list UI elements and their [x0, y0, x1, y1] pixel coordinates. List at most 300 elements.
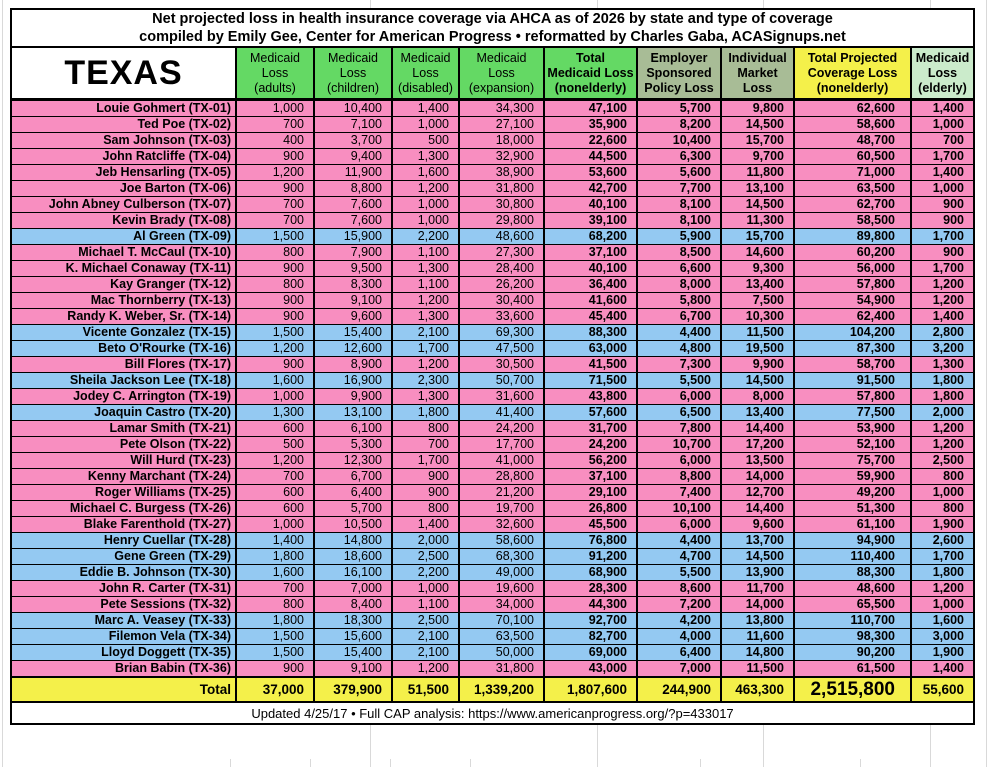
value-cell-individual-market: 13,800 [721, 613, 794, 629]
value-cell-individual-market: 13,700 [721, 533, 794, 549]
value-cell-total-medicaid: 68,900 [544, 565, 637, 581]
value-cell-medicaid-children: 9,600 [314, 309, 392, 325]
value-cell-total-projected: 62,400 [794, 309, 911, 325]
value-cell-individual-market: 11,500 [721, 325, 794, 341]
value-cell-total-medicaid: 31,700 [544, 421, 637, 437]
value-cell-medicaid-adults: 1,600 [236, 373, 314, 389]
value-cell-total-medicaid: 53,600 [544, 165, 637, 181]
value-cell-total-projected: 57,800 [794, 389, 911, 405]
sheet-gridline [390, 759, 391, 767]
value-cell-medicaid-elderly: 900 [911, 197, 973, 213]
value-cell-medicaid-children: 9,100 [314, 661, 392, 678]
value-cell-medicaid-elderly: 1,200 [911, 277, 973, 293]
value-cell-total-projected: 90,200 [794, 645, 911, 661]
table-row [12, 517, 973, 533]
value-cell-individual-market: 17,200 [721, 437, 794, 453]
table-row [12, 405, 973, 421]
value-cell-medicaid-elderly: 1,400 [911, 165, 973, 181]
value-cell-medicaid-disabled: 1,000 [392, 581, 459, 597]
total-value-individual-market: 463,300 [721, 677, 794, 701]
value-cell-medicaid-expansion: 30,500 [459, 357, 544, 373]
value-cell-total-projected: 88,300 [794, 565, 911, 581]
value-cell-total-projected: 56,000 [794, 261, 911, 277]
column-header-total-projected: Total Projected Coverage Loss (nonelderly) [794, 48, 911, 100]
value-cell-medicaid-adults: 1,200 [236, 165, 314, 181]
value-cell-medicaid-expansion: 28,800 [459, 469, 544, 485]
value-cell-individual-market: 8,000 [721, 389, 794, 405]
value-cell-total-projected: 63,500 [794, 181, 911, 197]
value-cell-employer-policy: 8,000 [637, 277, 721, 293]
title-line-2: compiled by Emily Gee, Center for American Progress • reformatted by Charles Gaba, ACASignups.net [139, 29, 846, 45]
value-cell-total-projected: 53,900 [794, 421, 911, 437]
value-cell-total-projected: 54,900 [794, 293, 911, 309]
value-cell-medicaid-disabled: 1,000 [392, 117, 459, 133]
value-cell-medicaid-disabled: 2,500 [392, 549, 459, 565]
value-cell-medicaid-disabled: 2,200 [392, 565, 459, 581]
table-row [12, 213, 973, 229]
state-name: TEXAS [12, 48, 236, 100]
value-cell-medicaid-elderly: 900 [911, 213, 973, 229]
value-cell-individual-market: 9,900 [721, 357, 794, 373]
value-cell-employer-policy: 7,800 [637, 421, 721, 437]
value-cell-employer-policy: 6,400 [637, 645, 721, 661]
value-cell-medicaid-expansion: 17,700 [459, 437, 544, 453]
rep-name-cell: Michael C. Burgess (TX-26) [12, 501, 236, 517]
value-cell-medicaid-children: 7,900 [314, 245, 392, 261]
value-cell-medicaid-disabled: 1,000 [392, 197, 459, 213]
value-cell-medicaid-expansion: 32,600 [459, 517, 544, 533]
value-cell-employer-policy: 6,600 [637, 261, 721, 277]
value-cell-medicaid-adults: 1,000 [236, 517, 314, 533]
value-cell-total-projected: 60,500 [794, 149, 911, 165]
value-cell-medicaid-adults: 900 [236, 661, 314, 678]
value-cell-medicaid-children: 9,500 [314, 261, 392, 277]
table-row [12, 149, 973, 165]
table-row [12, 133, 973, 149]
value-cell-medicaid-children: 13,100 [314, 405, 392, 421]
value-cell-medicaid-adults: 900 [236, 309, 314, 325]
rep-name-cell: Marc A. Veasey (TX-33) [12, 613, 236, 629]
value-cell-employer-policy: 5,600 [637, 165, 721, 181]
value-cell-individual-market: 14,000 [721, 469, 794, 485]
rep-name-cell: Filemon Vela (TX-34) [12, 629, 236, 645]
value-cell-medicaid-children: 8,900 [314, 357, 392, 373]
value-cell-medicaid-adults: 600 [236, 421, 314, 437]
table-row [12, 501, 973, 517]
value-cell-medicaid-expansion: 41,000 [459, 453, 544, 469]
value-cell-medicaid-adults: 1,200 [236, 453, 314, 469]
value-cell-medicaid-elderly: 1,000 [911, 181, 973, 197]
value-cell-total-medicaid: 24,200 [544, 437, 637, 453]
column-header-medicaid-adults: Medicaid Loss (adults) [236, 48, 314, 100]
table-row [12, 229, 973, 245]
value-cell-medicaid-adults: 400 [236, 133, 314, 149]
rep-name-cell: Vicente Gonzalez (TX-15) [12, 325, 236, 341]
value-cell-medicaid-disabled: 1,600 [392, 165, 459, 181]
rep-name-cell: Mac Thornberry (TX-13) [12, 293, 236, 309]
sheet-gridline [310, 759, 311, 767]
sheet-gridline [860, 759, 861, 767]
value-cell-medicaid-disabled: 2,100 [392, 645, 459, 661]
value-cell-medicaid-expansion: 69,300 [459, 325, 544, 341]
value-cell-total-medicaid: 68,200 [544, 229, 637, 245]
value-cell-employer-policy: 4,400 [637, 533, 721, 549]
value-cell-medicaid-expansion: 19,700 [459, 501, 544, 517]
value-cell-medicaid-adults: 600 [236, 485, 314, 501]
value-cell-medicaid-elderly: 1,000 [911, 597, 973, 613]
value-cell-medicaid-elderly: 1,900 [911, 645, 973, 661]
value-cell-individual-market: 11,300 [721, 213, 794, 229]
value-cell-total-projected: 61,500 [794, 661, 911, 678]
value-cell-medicaid-disabled: 1,300 [392, 309, 459, 325]
value-cell-medicaid-expansion: 29,800 [459, 213, 544, 229]
sheet-gridline [700, 759, 701, 767]
value-cell-employer-policy: 10,700 [637, 437, 721, 453]
value-cell-medicaid-adults: 700 [236, 213, 314, 229]
rep-name-cell: John R. Carter (TX-31) [12, 581, 236, 597]
value-cell-total-medicaid: 88,300 [544, 325, 637, 341]
value-cell-total-medicaid: 39,100 [544, 213, 637, 229]
value-cell-medicaid-adults: 1,800 [236, 613, 314, 629]
table-row [12, 565, 973, 581]
value-cell-medicaid-adults: 1,500 [236, 325, 314, 341]
value-cell-individual-market: 9,700 [721, 149, 794, 165]
table-row [12, 261, 973, 277]
value-cell-medicaid-expansion: 30,400 [459, 293, 544, 309]
value-cell-medicaid-adults: 1,400 [236, 533, 314, 549]
rep-name-cell: Gene Green (TX-29) [12, 549, 236, 565]
value-cell-total-medicaid: 28,300 [544, 581, 637, 597]
table-row [12, 277, 973, 293]
value-cell-total-medicaid: 57,600 [544, 405, 637, 421]
rep-name-cell: Joe Barton (TX-06) [12, 181, 236, 197]
value-cell-total-medicaid: 35,900 [544, 117, 637, 133]
value-cell-employer-policy: 8,500 [637, 245, 721, 261]
value-cell-total-medicaid: 26,800 [544, 501, 637, 517]
value-cell-individual-market: 11,500 [721, 661, 794, 678]
value-cell-total-projected: 87,300 [794, 341, 911, 357]
table-row [12, 325, 973, 341]
value-cell-individual-market: 14,500 [721, 197, 794, 213]
table-row [12, 485, 973, 501]
rep-name-cell: Kevin Brady (TX-08) [12, 213, 236, 229]
table-row [12, 309, 973, 325]
value-cell-employer-policy: 5,700 [637, 100, 721, 117]
value-cell-employer-policy: 6,000 [637, 389, 721, 405]
rep-name-cell: Jodey C. Arrington (TX-19) [12, 389, 236, 405]
value-cell-medicaid-elderly: 1,800 [911, 373, 973, 389]
value-cell-medicaid-expansion: 38,900 [459, 165, 544, 181]
table-row [12, 645, 973, 661]
value-cell-medicaid-elderly: 2,800 [911, 325, 973, 341]
value-cell-total-medicaid: 47,100 [544, 100, 637, 117]
header-row [12, 48, 973, 100]
value-cell-medicaid-children: 8,300 [314, 277, 392, 293]
value-cell-individual-market: 12,700 [721, 485, 794, 501]
value-cell-medicaid-children: 18,300 [314, 613, 392, 629]
value-cell-employer-policy: 10,100 [637, 501, 721, 517]
value-cell-medicaid-disabled: 1,300 [392, 149, 459, 165]
value-cell-employer-policy: 8,100 [637, 197, 721, 213]
value-cell-total-medicaid: 76,800 [544, 533, 637, 549]
value-cell-medicaid-adults: 800 [236, 597, 314, 613]
value-cell-total-projected: 59,900 [794, 469, 911, 485]
rep-name-cell: Roger Williams (TX-25) [12, 485, 236, 501]
value-cell-medicaid-expansion: 31,600 [459, 389, 544, 405]
table-footer: Updated 4/25/17 • Full CAP analysis: https://www.americanprogress.org/?p=433017 [12, 701, 973, 723]
value-cell-medicaid-disabled: 1,100 [392, 597, 459, 613]
value-cell-employer-policy: 5,800 [637, 293, 721, 309]
value-cell-total-projected: 61,100 [794, 517, 911, 533]
value-cell-medicaid-adults: 700 [236, 581, 314, 597]
value-cell-individual-market: 10,300 [721, 309, 794, 325]
value-cell-medicaid-expansion: 27,300 [459, 245, 544, 261]
value-cell-medicaid-children: 16,100 [314, 565, 392, 581]
value-cell-employer-policy: 4,700 [637, 549, 721, 565]
table-row [12, 629, 973, 645]
value-cell-medicaid-expansion: 21,200 [459, 485, 544, 501]
table-row [12, 453, 973, 469]
value-cell-medicaid-children: 5,700 [314, 501, 392, 517]
value-cell-total-medicaid: 42,700 [544, 181, 637, 197]
value-cell-total-projected: 104,200 [794, 325, 911, 341]
rep-name-cell: John Ratcliffe (TX-04) [12, 149, 236, 165]
value-cell-medicaid-elderly: 1,700 [911, 549, 973, 565]
value-cell-total-medicaid: 41,500 [544, 357, 637, 373]
rep-name-cell: Al Green (TX-09) [12, 229, 236, 245]
value-cell-medicaid-expansion: 68,300 [459, 549, 544, 565]
value-cell-medicaid-disabled: 900 [392, 469, 459, 485]
table-row [12, 421, 973, 437]
rep-name-cell: Pete Olson (TX-22) [12, 437, 236, 453]
value-cell-medicaid-expansion: 50,700 [459, 373, 544, 389]
value-cell-medicaid-children: 8,400 [314, 597, 392, 613]
value-cell-total-projected: 65,500 [794, 597, 911, 613]
value-cell-individual-market: 15,700 [721, 229, 794, 245]
value-cell-medicaid-children: 15,600 [314, 629, 392, 645]
value-cell-medicaid-adults: 1,300 [236, 405, 314, 421]
value-cell-medicaid-expansion: 18,000 [459, 133, 544, 149]
value-cell-medicaid-elderly: 3,000 [911, 629, 973, 645]
table-row [12, 100, 973, 117]
value-cell-total-medicaid: 45,500 [544, 517, 637, 533]
value-cell-individual-market: 9,300 [721, 261, 794, 277]
coverage-loss-table [12, 48, 973, 701]
value-cell-total-projected: 51,300 [794, 501, 911, 517]
value-cell-individual-market: 19,500 [721, 341, 794, 357]
value-cell-medicaid-adults: 1,000 [236, 100, 314, 117]
table-row [12, 181, 973, 197]
value-cell-medicaid-disabled: 1,400 [392, 100, 459, 117]
value-cell-total-projected: 60,200 [794, 245, 911, 261]
value-cell-medicaid-elderly: 1,300 [911, 357, 973, 373]
value-cell-medicaid-disabled: 1,100 [392, 245, 459, 261]
value-cell-medicaid-children: 6,100 [314, 421, 392, 437]
value-cell-medicaid-children: 7,100 [314, 117, 392, 133]
value-cell-medicaid-disabled: 1,800 [392, 405, 459, 421]
value-cell-medicaid-disabled: 900 [392, 485, 459, 501]
column-header-total-medicaid: Total Medicaid Loss (nonelderly) [544, 48, 637, 100]
total-value-total-projected: 2,515,800 [794, 677, 911, 701]
value-cell-employer-policy: 8,200 [637, 117, 721, 133]
value-cell-medicaid-elderly: 1,400 [911, 309, 973, 325]
value-cell-medicaid-disabled: 1,300 [392, 261, 459, 277]
value-cell-employer-policy: 8,100 [637, 213, 721, 229]
value-cell-individual-market: 14,400 [721, 501, 794, 517]
value-cell-total-medicaid: 45,400 [544, 309, 637, 325]
value-cell-individual-market: 14,000 [721, 597, 794, 613]
rep-name-cell: Randy K. Weber, Sr. (TX-14) [12, 309, 236, 325]
value-cell-medicaid-expansion: 30,800 [459, 197, 544, 213]
value-cell-medicaid-children: 8,800 [314, 181, 392, 197]
value-cell-individual-market: 14,600 [721, 245, 794, 261]
rep-name-cell: Louie Gohmert (TX-01) [12, 100, 236, 117]
value-cell-medicaid-expansion: 70,100 [459, 613, 544, 629]
value-cell-medicaid-children: 10,400 [314, 100, 392, 117]
table-row [12, 373, 973, 389]
value-cell-medicaid-elderly: 3,200 [911, 341, 973, 357]
value-cell-individual-market: 11,700 [721, 581, 794, 597]
value-cell-medicaid-adults: 700 [236, 117, 314, 133]
value-cell-medicaid-elderly: 2,600 [911, 533, 973, 549]
rep-name-cell: Joaquin Castro (TX-20) [12, 405, 236, 421]
value-cell-employer-policy: 7,200 [637, 597, 721, 613]
value-cell-medicaid-expansion: 41,400 [459, 405, 544, 421]
table-row [12, 613, 973, 629]
value-cell-medicaid-elderly: 1,700 [911, 261, 973, 277]
rep-name-cell: Lloyd Doggett (TX-35) [12, 645, 236, 661]
value-cell-medicaid-expansion: 34,000 [459, 597, 544, 613]
value-cell-total-medicaid: 91,200 [544, 549, 637, 565]
value-cell-employer-policy: 6,000 [637, 453, 721, 469]
value-cell-medicaid-disabled: 2,000 [392, 533, 459, 549]
value-cell-total-medicaid: 71,500 [544, 373, 637, 389]
total-label: Total [12, 677, 236, 701]
value-cell-medicaid-disabled: 1,100 [392, 277, 459, 293]
value-cell-individual-market: 14,500 [721, 549, 794, 565]
value-cell-medicaid-elderly: 2,500 [911, 453, 973, 469]
rep-name-cell: Kenny Marchant (TX-24) [12, 469, 236, 485]
rep-name-cell: K. Michael Conaway (TX-11) [12, 261, 236, 277]
value-cell-medicaid-disabled: 1,200 [392, 293, 459, 309]
value-cell-total-projected: 75,700 [794, 453, 911, 469]
value-cell-medicaid-elderly: 1,800 [911, 565, 973, 581]
value-cell-medicaid-expansion: 27,100 [459, 117, 544, 133]
value-cell-medicaid-disabled: 700 [392, 437, 459, 453]
value-cell-medicaid-elderly: 1,800 [911, 389, 973, 405]
value-cell-individual-market: 14,500 [721, 373, 794, 389]
value-cell-total-projected: 110,400 [794, 549, 911, 565]
value-cell-medicaid-disabled: 1,300 [392, 389, 459, 405]
table-row [12, 389, 973, 405]
rep-name-cell: Michael T. McCaul (TX-10) [12, 245, 236, 261]
table-row [12, 341, 973, 357]
value-cell-medicaid-children: 14,800 [314, 533, 392, 549]
value-cell-medicaid-adults: 900 [236, 293, 314, 309]
sheet-gridline [470, 759, 471, 767]
total-value-employer-policy: 244,900 [637, 677, 721, 701]
value-cell-medicaid-disabled: 1,200 [392, 181, 459, 197]
value-cell-total-medicaid: 40,100 [544, 197, 637, 213]
value-cell-medicaid-expansion: 47,500 [459, 341, 544, 357]
value-cell-total-medicaid: 44,500 [544, 149, 637, 165]
rep-name-cell: Lamar Smith (TX-21) [12, 421, 236, 437]
value-cell-medicaid-children: 18,600 [314, 549, 392, 565]
table-row [12, 165, 973, 181]
value-cell-individual-market: 9,600 [721, 517, 794, 533]
value-cell-total-projected: 91,500 [794, 373, 911, 389]
table-row [12, 437, 973, 453]
value-cell-medicaid-elderly: 1,700 [911, 229, 973, 245]
value-cell-medicaid-expansion: 50,000 [459, 645, 544, 661]
value-cell-medicaid-children: 3,700 [314, 133, 392, 149]
value-cell-medicaid-children: 9,400 [314, 149, 392, 165]
value-cell-medicaid-children: 15,400 [314, 325, 392, 341]
value-cell-medicaid-children: 11,900 [314, 165, 392, 181]
value-cell-individual-market: 13,500 [721, 453, 794, 469]
value-cell-medicaid-disabled: 2,200 [392, 229, 459, 245]
value-cell-employer-policy: 8,600 [637, 581, 721, 597]
value-cell-medicaid-elderly: 1,000 [911, 485, 973, 501]
sheet-gridline [986, 0, 987, 767]
rep-name-cell: John Abney Culberson (TX-07) [12, 197, 236, 213]
value-cell-medicaid-adults: 600 [236, 501, 314, 517]
table-title [12, 10, 973, 48]
value-cell-medicaid-elderly: 1,000 [911, 117, 973, 133]
value-cell-medicaid-disabled: 1,200 [392, 661, 459, 678]
value-cell-medicaid-elderly: 1,400 [911, 100, 973, 117]
value-cell-total-projected: 48,600 [794, 581, 911, 597]
value-cell-employer-policy: 4,400 [637, 325, 721, 341]
rep-name-cell: Henry Cuellar (TX-28) [12, 533, 236, 549]
value-cell-individual-market: 13,100 [721, 181, 794, 197]
value-cell-medicaid-disabled: 2,500 [392, 613, 459, 629]
value-cell-employer-policy: 5,500 [637, 565, 721, 581]
rep-name-cell: Sheila Jackson Lee (TX-18) [12, 373, 236, 389]
total-value-medicaid-expansion: 1,339,200 [459, 677, 544, 701]
table-row [12, 117, 973, 133]
value-cell-individual-market: 13,900 [721, 565, 794, 581]
value-cell-total-medicaid: 22,600 [544, 133, 637, 149]
value-cell-employer-policy: 5,900 [637, 229, 721, 245]
column-header-employer-policy: Employer Sponsored Policy Loss [637, 48, 721, 100]
value-cell-employer-policy: 4,200 [637, 613, 721, 629]
value-cell-total-projected: 49,200 [794, 485, 911, 501]
table-row [12, 661, 973, 678]
value-cell-medicaid-elderly: 1,600 [911, 613, 973, 629]
value-cell-total-projected: 89,800 [794, 229, 911, 245]
value-cell-individual-market: 15,700 [721, 133, 794, 149]
column-header-medicaid-expansion: Medicaid Loss (expansion) [459, 48, 544, 100]
table-row [12, 357, 973, 373]
value-cell-employer-policy: 5,500 [637, 373, 721, 389]
value-cell-medicaid-disabled: 2,300 [392, 373, 459, 389]
value-cell-total-medicaid: 63,000 [544, 341, 637, 357]
rep-name-cell: Kay Granger (TX-12) [12, 277, 236, 293]
total-value-total-medicaid: 1,807,600 [544, 677, 637, 701]
column-header-medicaid-children: Medicaid Loss (children) [314, 48, 392, 100]
table-row [12, 581, 973, 597]
table-row [12, 293, 973, 309]
value-cell-medicaid-children: 12,300 [314, 453, 392, 469]
value-cell-medicaid-disabled: 800 [392, 421, 459, 437]
value-cell-total-medicaid: 44,300 [544, 597, 637, 613]
value-cell-employer-policy: 4,800 [637, 341, 721, 357]
value-cell-medicaid-adults: 1,600 [236, 565, 314, 581]
value-cell-total-projected: 77,500 [794, 405, 911, 421]
value-cell-medicaid-disabled: 1,700 [392, 453, 459, 469]
value-cell-medicaid-elderly: 800 [911, 469, 973, 485]
